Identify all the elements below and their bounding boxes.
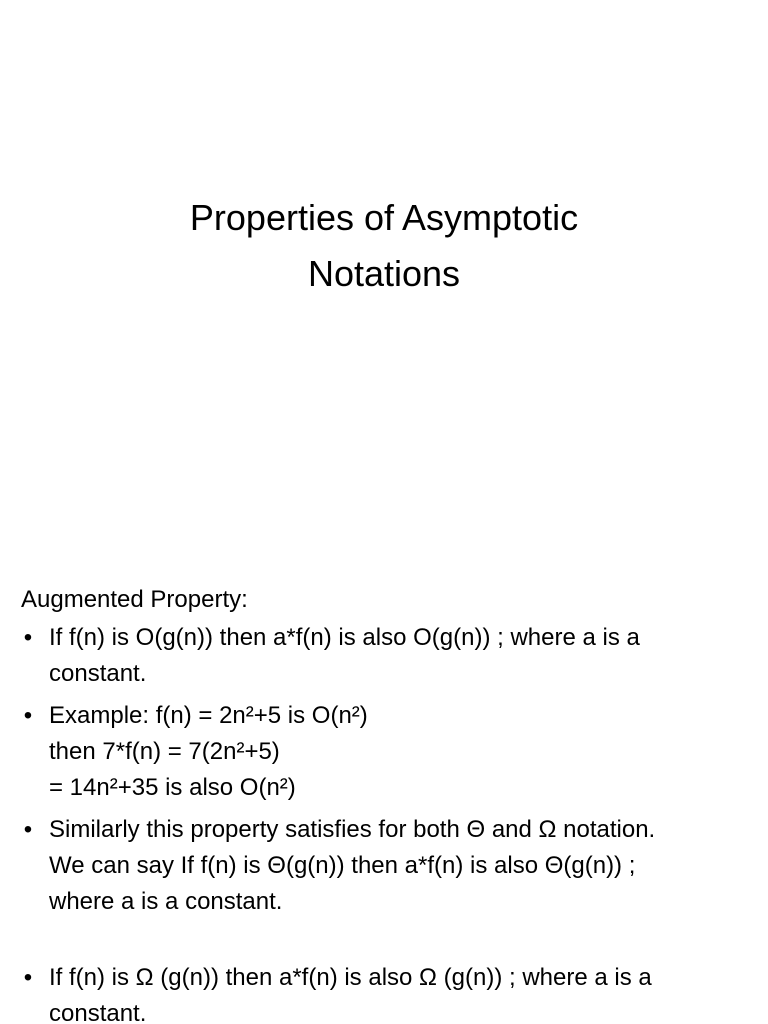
- slide-title-line-1: Properties of Asymptotic: [189, 197, 579, 238]
- bullet-3-line-1: Similarly this property satisfies for both Θ and Ω notation.: [49, 816, 656, 843]
- bullet-1-line-1: If f(n) is O(g(n)) then a*f(n) is also O(g(n)) ; where a is a: [49, 624, 640, 651]
- bullet-item-2: [0, 698, 760, 806]
- section-heading: Augmented Property:: [21, 586, 248, 613]
- bullet-2-line-3: = 14n²+35 is also O(n²): [49, 774, 296, 801]
- bullet-item-3: [0, 812, 760, 920]
- bullet-3-line-3: where a is a constant.: [49, 888, 283, 915]
- bullet-3-line-2: We can say If f(n) is Θ(g(n)) then a*f(n) is also Θ(g(n)) ;: [49, 852, 636, 879]
- bullet-dot-icon: •: [23, 702, 33, 729]
- bullet-4-line-2: constant.: [49, 1000, 147, 1024]
- bullet-item-1: [0, 620, 760, 692]
- bullet-list: [0, 620, 760, 1024]
- content-slide: [0, 580, 768, 1024]
- bullet-dot-icon: •: [23, 624, 33, 651]
- bullet-1-line-2: constant.: [49, 660, 147, 687]
- bullet-2-line-1: Example: f(n) = 2n²+5 is O(n²): [49, 702, 368, 729]
- bullet-item-4: [0, 960, 760, 1024]
- slide-title: [60, 190, 708, 302]
- bullet-dot-icon: •: [23, 964, 33, 991]
- bullet-2-line-2: then 7*f(n) = 7(2n²+5): [49, 738, 280, 765]
- slide-title-line-2: Notations: [307, 253, 461, 294]
- bullet-dot-icon: •: [23, 816, 33, 843]
- bullet-4-line-1: If f(n) is Ω (g(n)) then a*f(n) is also Ω (g(n)) ; where a is a: [49, 964, 652, 991]
